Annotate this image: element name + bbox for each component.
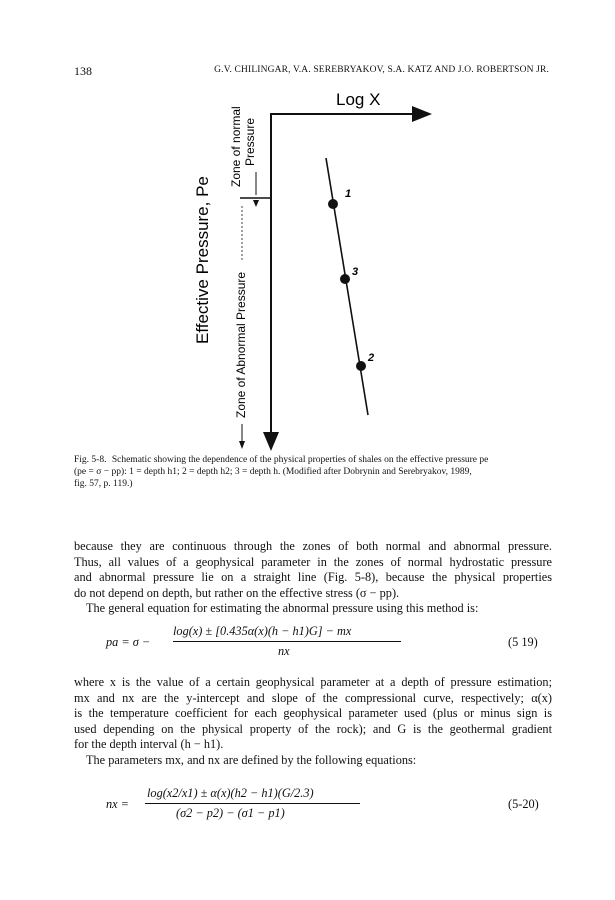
eq-5-19-number: (5 19) xyxy=(508,635,538,649)
eq-5-20-lhs: nx = xyxy=(106,797,129,811)
eq-5-20-fraction-bar xyxy=(145,803,360,804)
zone-normal-bracket-arrow xyxy=(253,200,259,207)
caption-line-3: fig. 57, p. 119.) xyxy=(74,479,133,489)
paragraph-1 xyxy=(74,539,552,601)
zone-normal-label-line2: Pressure xyxy=(243,117,257,166)
running-head-authors: G.V. CHILINGAR, V.A. SEREBRYAKOV, S.A. KATZ AND J.O. ROBERTSON JR. xyxy=(214,65,549,75)
eq-5-19-numerator: log(x) ± [0.435α(x)(h − h1)G] − mx xyxy=(173,624,352,638)
paragraph-2 xyxy=(74,601,552,617)
data-point-3-label: 3 xyxy=(352,266,359,278)
page-number: 138 xyxy=(74,64,92,78)
paragraph-1-line: do not depend on depth, but rather on the effective stress (σ − pp). xyxy=(74,585,400,600)
equation-5-19 xyxy=(0,624,615,664)
y-axis-label-text: Effective Pressure, Pe xyxy=(193,176,212,344)
paragraph-3-line: mx and nx are the y-intercept and slope of the compressional curve, respectively; α(x) xyxy=(74,690,552,705)
eq-5-19-lhs: pa = σ − xyxy=(106,635,151,649)
caption-label: Fig. 5-8. xyxy=(74,455,107,465)
y-axis-label xyxy=(193,176,212,344)
paragraph-1-line: because they are continuous through the zones of both normal and abnormal pressure. xyxy=(74,539,552,553)
x-axis-arrowhead xyxy=(412,106,432,122)
eq-5-19-denominator: nx xyxy=(278,644,290,658)
y-axis-arrowhead xyxy=(263,432,279,451)
paragraph-3-line: is the temperature coefficient for each geophysical parameter used (plus or minus sign is xyxy=(74,706,552,721)
paragraph-2-line: The general equation for estimating the abnormal pressure using this method is: xyxy=(86,601,479,616)
paragraph-3-line: where x is the value of a certain geophysical parameter at a depth of pressure estimation; xyxy=(74,675,552,689)
data-point-2 xyxy=(356,361,366,371)
body-text-continued xyxy=(74,675,552,769)
data-point-2-label: 2 xyxy=(368,352,375,364)
figure-caption xyxy=(74,454,552,490)
caption-text-1: Schematic showing the dependence of the physical properties of shales on the effective pressure pe xyxy=(111,455,489,465)
paragraph-3-line: used depending on the physical property of the rock); and G is the geothermal gradient xyxy=(74,721,552,736)
eq-5-20-number: (5-20) xyxy=(508,797,539,811)
caption-line-1 xyxy=(74,454,552,466)
zone-abnormal-label: Zone of Abnormal Pressure xyxy=(234,271,248,418)
eq-5-19-fraction-bar xyxy=(173,641,401,642)
eq-5-20-denominator: (σ2 − p2) − (σ1 − p1) xyxy=(176,806,285,820)
data-point-3 xyxy=(340,274,350,284)
body-text xyxy=(74,539,552,617)
caption-line-2: (pe = σ − pp): 1 = depth h1; 2 = depth h2; 3 = depth h. (Modified after Dobrynin and Serebryakov, 1989, xyxy=(74,467,472,477)
zone-normal-label-line1: Zone of normal xyxy=(229,106,243,187)
equation-5-20 xyxy=(0,786,615,826)
zone-abnormal-arrowhead xyxy=(239,441,245,449)
x-axis-label: Log X xyxy=(336,90,381,109)
paragraph-3 xyxy=(74,675,552,753)
paragraph-4-line: The parameters mx, and nx are defined by the following equations: xyxy=(86,752,417,767)
paragraph-4 xyxy=(74,753,552,769)
paragraph-1-line: and abnormal pressure lie on a straight line (Fig. 5-8), because the physical properties xyxy=(74,570,552,585)
eq-5-20-numerator: log(x2/x1) ± α(x)(h2 − h1)(G/2.3) xyxy=(147,786,314,800)
paragraph-3-line: for the depth interval (h − h1). xyxy=(74,737,224,752)
paragraph-1-line: Thus, all values of a geophysical parameter in the zones of normal hydrostatic pressure xyxy=(74,554,552,569)
data-point-1-label: 1 xyxy=(345,188,352,200)
data-point-1 xyxy=(328,199,338,209)
